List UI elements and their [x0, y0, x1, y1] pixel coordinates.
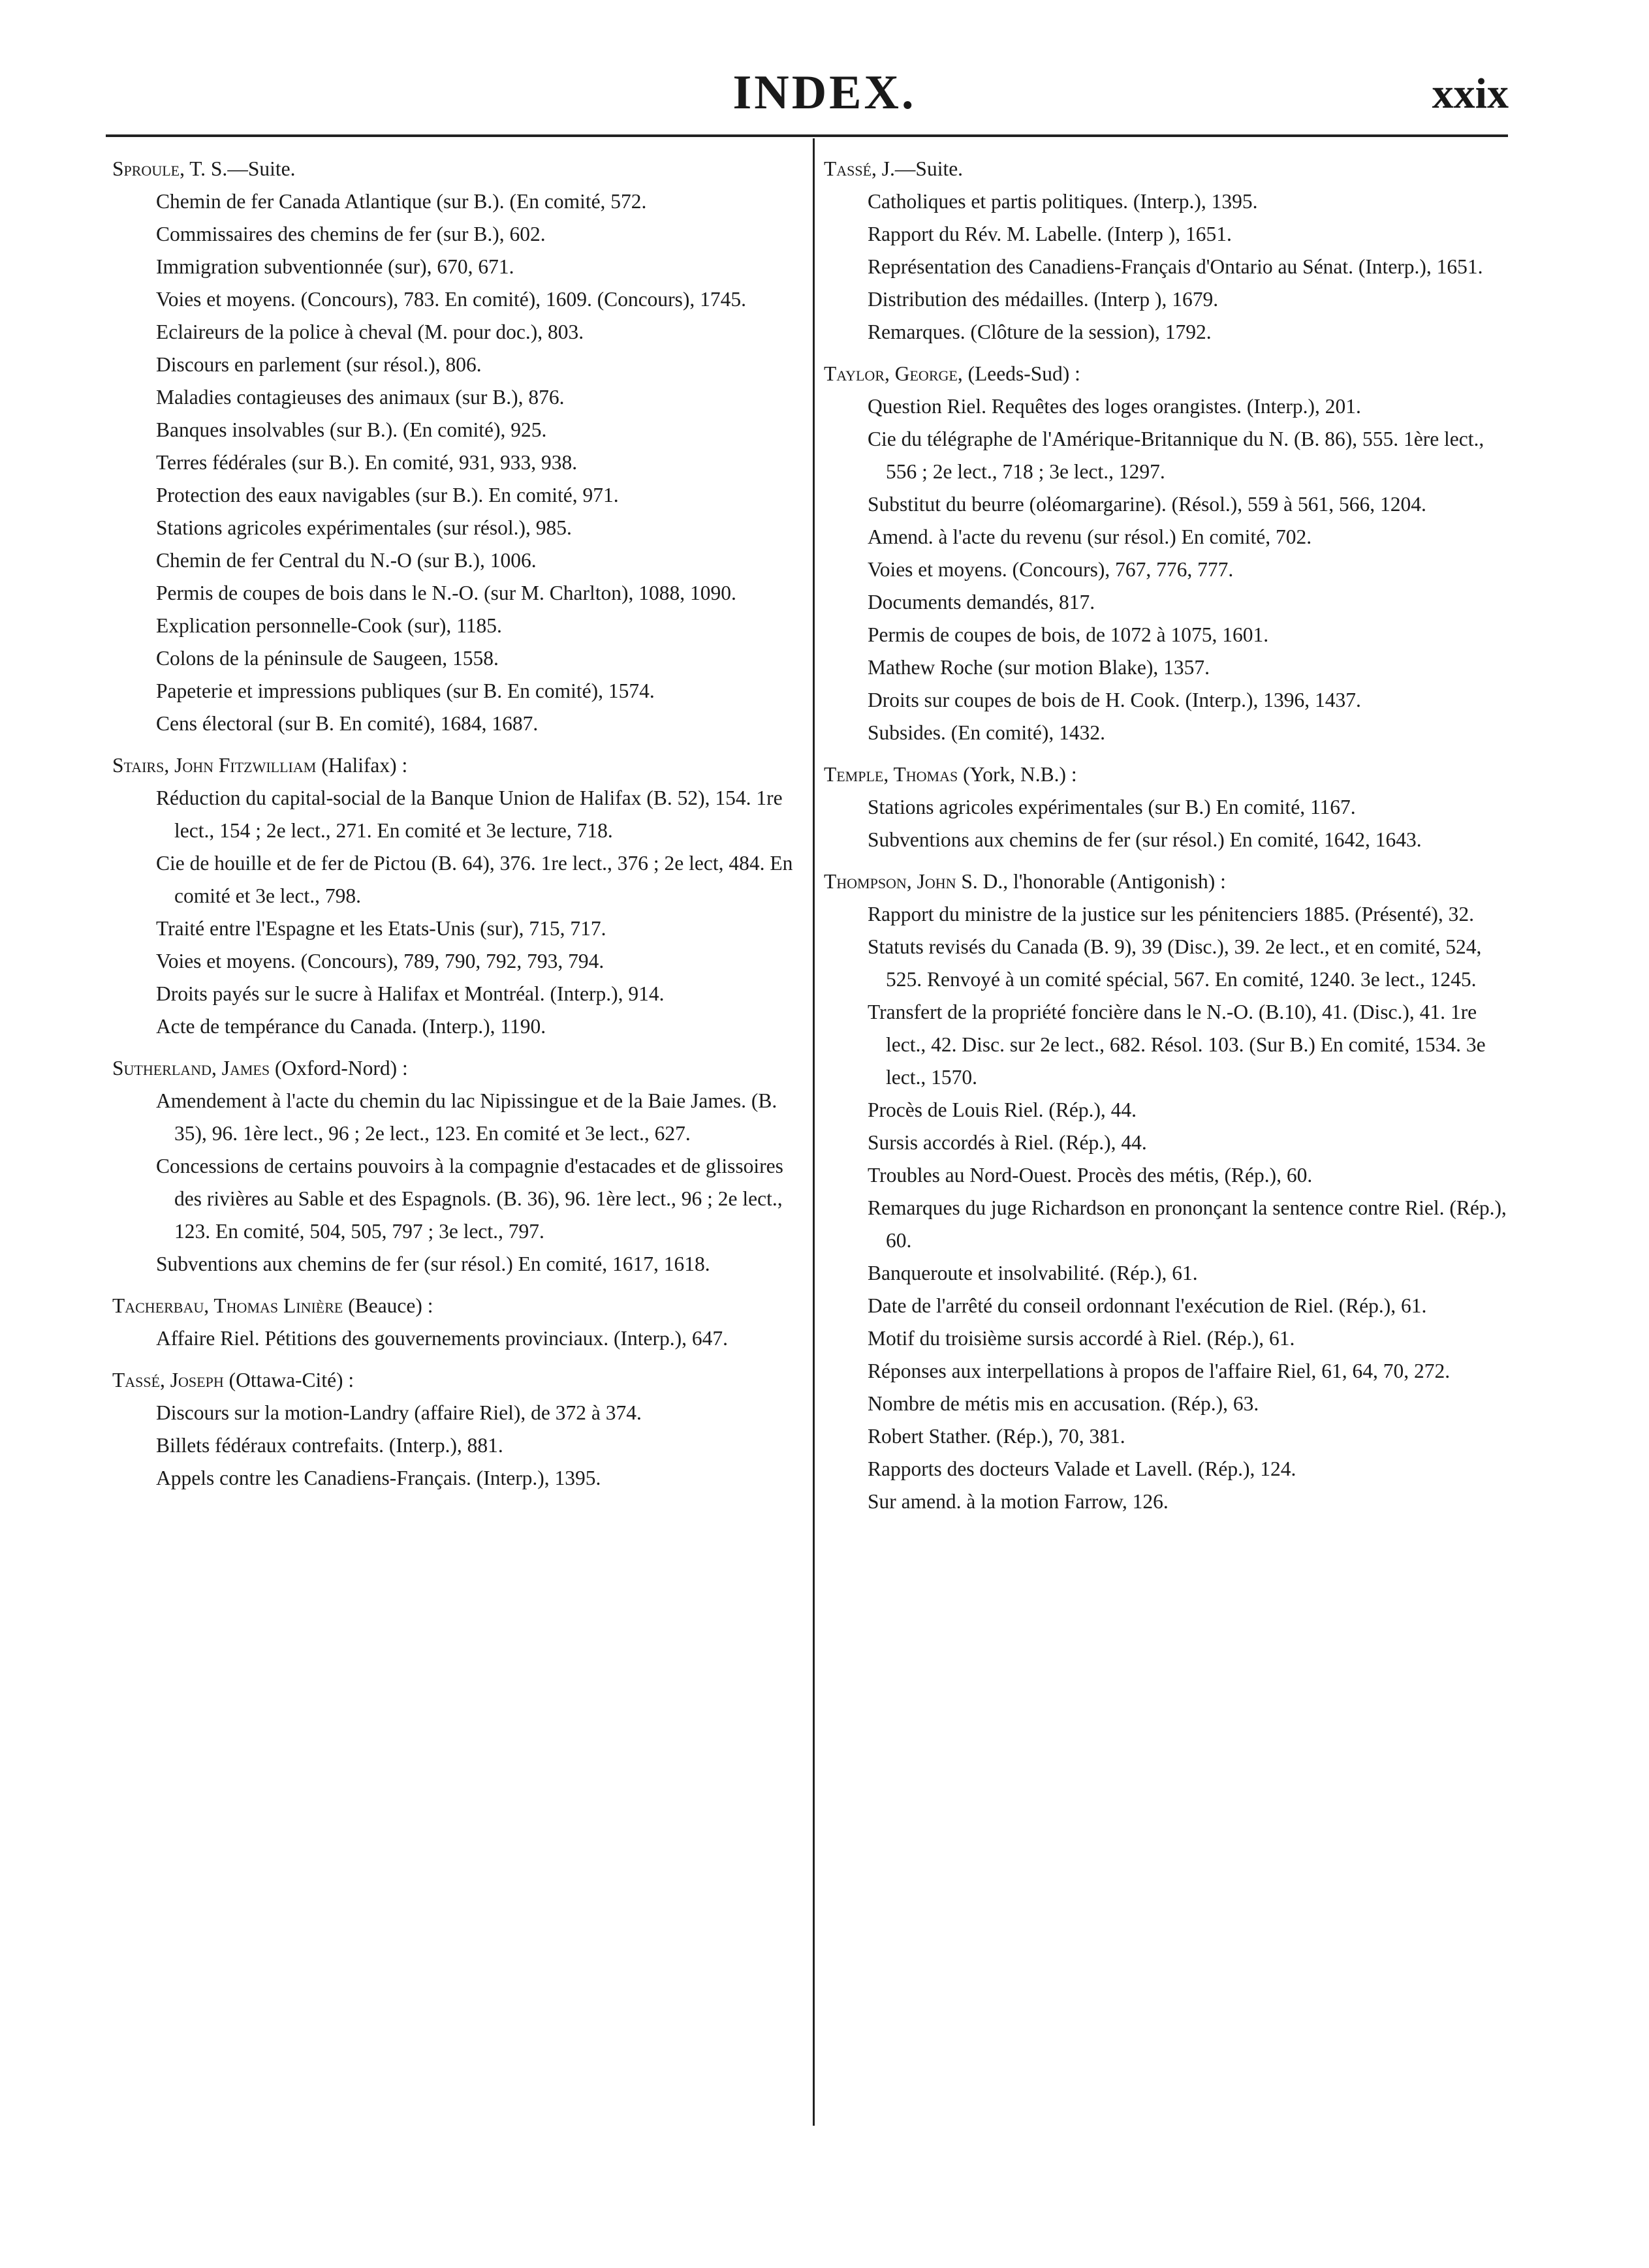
entry-item: Stations agricoles expérimentales (sur résol.), 985. [156, 516, 572, 539]
entry-heading-rest: (Ottawa-Cité) : [223, 1369, 354, 1391]
entry-heading [112, 1290, 803, 1322]
entry-item: Question Riel. Requêtes des loges orangistes. (Interp.), 201. [868, 395, 1361, 418]
entry-item: Discours en parlement (sur résol.), 806. [156, 353, 482, 376]
index-entry [824, 358, 1516, 749]
entry-item: Procès de Louis Riel. (Rép.), 44. [868, 1098, 1137, 1121]
entry-item: Documents demandés, 817. [868, 591, 1095, 614]
index-entry [824, 865, 1516, 1518]
entry-item: Subventions aux chemins de fer (sur résol.) En comité, 1617, 1618. [156, 1252, 710, 1275]
entry-item: Droits payés sur le sucre à Halifax et Montréal. (Interp.), 914. [156, 982, 665, 1005]
entry-item: Catholiques et partis politiques. (Interp.), 1395. [868, 190, 1258, 213]
entry-name: Temple, Thomas [824, 763, 958, 786]
entry-heading-rest: (Oxford-Nord) : [270, 1057, 408, 1080]
entry-heading-rest: —Suite. [227, 157, 296, 180]
entry-item: Chemin de fer Central du N.-O (sur B.), 1006. [156, 549, 537, 572]
entry-item: Rapport du ministre de la justice sur les pénitenciers 1885. (Présenté), 32. [868, 903, 1475, 925]
entry-item: Réduction du capital-social de la Banque Union de Halifax (B. 52), 154. 1re lect., 154 ; 2e lect., 271. En comité et 3e lecture, 718. [156, 786, 783, 842]
index-entry [112, 749, 803, 1043]
entry-item: Banques insolvables (sur B.). (En comité), 925. [156, 418, 547, 441]
index-entry [112, 153, 803, 740]
entry-item: Permis de coupes de bois dans le N.-O. (sur M. Charlton), 1088, 1090. [156, 582, 736, 604]
entry-name: Tassé, Joseph [112, 1369, 224, 1391]
entry-name: Tassé, J. [824, 157, 895, 180]
entry-item: Cie de houille et de fer de Pictou (B. 64), 376. 1re lect., 376 ; 2e lect, 484. En comité et 3e lect., 798. [156, 852, 793, 907]
right-column [824, 153, 1516, 1527]
entry-item: Traité entre l'Espagne et les Etats-Unis (sur), 715, 717. [156, 917, 606, 940]
entry-item: Terres fédérales (sur B.). En comité, 931, 933, 938. [156, 451, 578, 474]
entry-heading-rest: , l'honorable (Antigonish) : [1003, 870, 1226, 893]
entry-item: Réponses aux interpellations à propos de l'affaire Riel, 61, 64, 70, 272. [868, 1359, 1451, 1382]
entry-heading [824, 758, 1516, 791]
entry-heading-rest: (York, N.B.) : [958, 763, 1077, 786]
entry-item: Droits sur coupes de bois de H. Cook. (Interp.), 1396, 1437. [868, 689, 1361, 711]
entry-item: Discours sur la motion-Landry (affaire Riel), de 372 à 374. [156, 1401, 642, 1424]
entry-item: Voies et moyens. (Concours), 767, 776, 777. [868, 558, 1234, 581]
entry-heading [112, 1364, 803, 1397]
entry-item: Subventions aux chemins de fer (sur résol.) En comité, 1642, 1643. [868, 828, 1422, 851]
column-divider [813, 138, 815, 2126]
entry-heading-rest: (Halifax) : [316, 754, 408, 777]
entry-item: Eclaireurs de la police à cheval (M. pour doc.), 803. [156, 320, 584, 343]
entry-item: Immigration subventionnée (sur), 670, 671. [156, 255, 514, 278]
entry-item: Commissaires des chemins de fer (sur B.), 602. [156, 223, 546, 245]
entry-item: Concessions de certains pouvoirs à la compagnie d'estacades et de glissoires des rivières au Sable et des Espagnols. (B. 36), 96. 1ère lect., 96 ; 2e lect., 123. En comité, 504, 505, 797 ; 3e lect., 797. [156, 1155, 783, 1243]
entry-heading [112, 749, 803, 782]
entry-item: Mathew Roche (sur motion Blake), 1357. [868, 656, 1210, 679]
entry-name: Sproule, T. S. [112, 157, 228, 180]
entry-item: Substitut du beurre (oléomargarine). (Résol.), 559 à 561, 566, 1204. [868, 493, 1426, 516]
entry-item: Cens électoral (sur B. En comité), 1684, 1687. [156, 712, 539, 735]
entry-name: Tacherbau, Thomas Linière [112, 1294, 343, 1317]
entry-heading [824, 358, 1516, 390]
entry-item: Distribution des médailles. (Interp ), 1679. [868, 288, 1219, 311]
entry-heading-rest: —Suite. [894, 157, 964, 180]
index-entry [112, 1052, 803, 1281]
index-entry [112, 1364, 803, 1495]
entry-heading-rest: (Beauce) : [343, 1294, 433, 1317]
entry-item: Protection des eaux navigables (sur B.). En comité, 971. [156, 484, 619, 506]
entry-item: Subsides. (En comité), 1432. [868, 721, 1105, 744]
entry-item: Explication personnelle-Cook (sur), 1185. [156, 614, 502, 637]
entry-heading [824, 153, 1516, 185]
header-rule [106, 134, 1508, 137]
entry-name: Sutherland, James [112, 1057, 270, 1080]
entry-name: Thompson, John S. D. [824, 870, 1003, 893]
entry-item: Permis de coupes de bois, de 1072 à 1075, 1601. [868, 623, 1269, 646]
entry-item: Voies et moyens. (Concours), 783. En comité), 1609. (Concours), 1745. [156, 288, 747, 311]
entry-item: Amend. à l'acte du revenu (sur résol.) En comité, 702. [868, 525, 1312, 548]
entry-item: Amendement à l'acte du chemin du lac Nipissingue et de la Baie James. (B. 35), 96. 1ère lect., 96 ; 2e lect., 123. En comité et 3e lect., 627. [156, 1089, 777, 1145]
entry-item: Voies et moyens. (Concours), 789, 790, 792, 793, 794. [156, 950, 605, 972]
entry-item: Stations agricoles expérimentales (sur B.) En comité, 1167. [868, 796, 1356, 818]
entry-heading [112, 1052, 803, 1085]
page-number: xxix [1432, 70, 1509, 117]
entry-heading [112, 153, 803, 185]
entry-item: Sursis accordés à Riel. (Rép.), 44. [868, 1131, 1147, 1154]
entry-item: Sur amend. à la motion Farrow, 126. [868, 1490, 1169, 1513]
entry-item: Appels contre les Canadiens-Français. (Interp.), 1395. [156, 1467, 601, 1489]
entry-item: Cie du télégraphe de l'Amérique-Britannique du N. (B. 86), 555. 1ère lect., 556 ; 2e lect., 718 ; 3e lect., 1297. [868, 427, 1484, 483]
entry-item: Affaire Riel. Pétitions des gouvernements provinciaux. (Interp.), 647. [156, 1327, 728, 1350]
entry-item: Chemin de fer Canada Atlantique (sur B.). (En comité, 572. [156, 190, 647, 213]
entry-item: Colons de la péninsule de Saugeen, 1558. [156, 647, 499, 670]
entry-item: Troubles au Nord-Ouest. Procès des métis, (Rép.), 60. [868, 1164, 1313, 1187]
left-column [112, 153, 803, 1504]
entry-item: Transfert de la propriété foncière dans le N.-O. (B.10), 41. (Disc.), 41. 1re lect., 42. Disc. sur 2e lect., 682. Résol. 103. (Sur B.) En comité, 1534. 3e lect., 1570. [868, 1001, 1486, 1089]
entry-item: Robert Stather. (Rép.), 70, 381. [868, 1425, 1125, 1448]
entry-item: Rapports des docteurs Valade et Lavell. (Rép.), 124. [868, 1457, 1296, 1480]
entry-item: Remarques. (Clôture de la session), 1792. [868, 320, 1212, 343]
entry-item: Papeterie et impressions publiques (sur B. En comité), 1574. [156, 679, 655, 702]
page-title: INDEX. [732, 66, 917, 119]
entry-item: Rapport du Rév. M. Labelle. (Interp ), 1651. [868, 223, 1232, 245]
entry-name: Taylor, George [824, 362, 958, 385]
entry-item: Nombre de métis mis en accusation. (Rép.), 63. [868, 1392, 1259, 1415]
entry-heading-rest: , (Leeds-Sud) : [957, 362, 1080, 385]
index-entry [112, 1290, 803, 1355]
entry-item: Banqueroute et insolvabilité. (Rép.), 61. [868, 1262, 1198, 1284]
entry-item: Acte de tempérance du Canada. (Interp.), 1190. [156, 1015, 546, 1038]
entry-name: Stairs, John Fitzwilliam [112, 754, 317, 777]
entry-item: Statuts revisés du Canada (B. 9), 39 (Disc.), 39. 2e lect., et en comité, 524, 525. Renvoyé à un comité spécial, 567. En comité, 1240. 3e lect., 1245. [868, 935, 1482, 991]
entry-item: Date de l'arrêté du conseil ordonnant l'exécution de Riel. (Rép.), 61. [868, 1294, 1427, 1317]
entry-item: Maladies contagieuses des animaux (sur B.), 876. [156, 386, 565, 409]
entry-item: Représentation des Canadiens-Français d'Ontario au Sénat. (Interp.), 1651. [868, 255, 1483, 278]
index-entry [824, 153, 1516, 349]
entry-item: Motif du troisième sursis accordé à Riel. (Rép.), 61. [868, 1327, 1295, 1350]
entry-heading [824, 865, 1516, 898]
entry-item: Remarques du juge Richardson en prononçant la sentence contre Riel. (Rép.), 60. [868, 1196, 1507, 1252]
index-entry [824, 758, 1516, 856]
entry-item: Billets fédéraux contrefaits. (Interp.), 881. [156, 1434, 503, 1457]
